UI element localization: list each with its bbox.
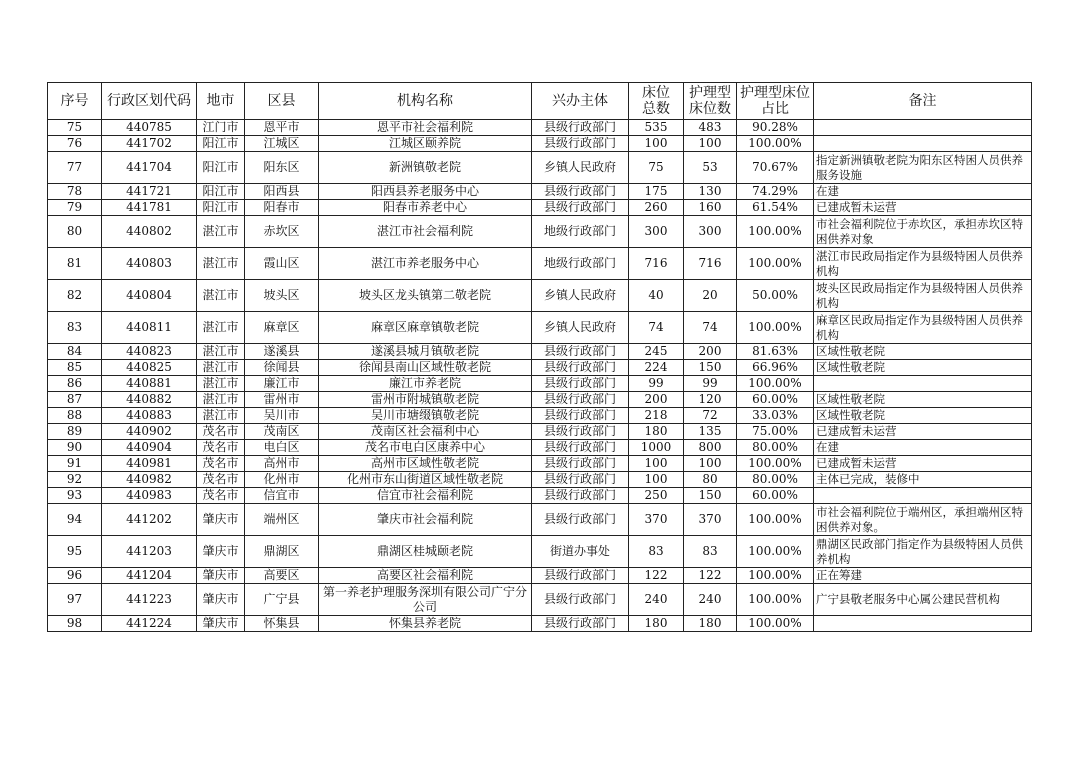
cell-note: 正在筹建 [814, 568, 1032, 584]
cell-district: 怀集县 [245, 616, 319, 632]
cell-seq: 75 [48, 120, 102, 136]
cell-org: 廉江市养老院 [319, 376, 532, 392]
cell-beds: 1000 [629, 440, 684, 456]
cell-ratio: 100.00% [737, 376, 814, 392]
cell-org: 吴川市塘缀镇敬老院 [319, 408, 532, 424]
cell-org: 鼎湖区桂城颐老院 [319, 536, 532, 568]
cell-city: 湛江市 [197, 312, 245, 344]
cell-beds: 370 [629, 504, 684, 536]
cell-org: 第一养老护理服务深圳有限公司广宁分公司 [319, 584, 532, 616]
table-row [48, 456, 1032, 472]
cell-note: 市社会福利院位于赤坎区，承担赤坎区特困供养对象 [814, 216, 1032, 248]
table-row [48, 376, 1032, 392]
table-row [48, 584, 1032, 616]
cell-ratio: 100.00% [737, 536, 814, 568]
table-body [48, 120, 1032, 632]
cell-ratio: 100.00% [737, 136, 814, 152]
header-sponsor: 兴办主体 [532, 83, 629, 120]
table-row [48, 312, 1032, 344]
cell-beds: 75 [629, 152, 684, 184]
cell-care-beds: 180 [684, 616, 737, 632]
cell-ratio: 60.00% [737, 392, 814, 408]
cell-district: 恩平市 [245, 120, 319, 136]
header-care-beds-line1: 护理型 [689, 85, 731, 101]
cell-beds: 74 [629, 312, 684, 344]
cell-care-beds: 370 [684, 504, 737, 536]
cell-code: 441721 [102, 184, 197, 200]
cell-note: 在建 [814, 184, 1032, 200]
cell-seq: 98 [48, 616, 102, 632]
cell-sponsor: 县级行政部门 [532, 584, 629, 616]
cell-note: 区域性敬老院 [814, 360, 1032, 376]
cell-ratio: 33.03% [737, 408, 814, 424]
cell-sponsor: 县级行政部门 [532, 408, 629, 424]
cell-ratio: 75.00% [737, 424, 814, 440]
cell-ratio: 60.00% [737, 488, 814, 504]
cell-org: 麻章区麻章镇敬老院 [319, 312, 532, 344]
cell-sponsor: 县级行政部门 [532, 424, 629, 440]
cell-org: 湛江市养老服务中心 [319, 248, 532, 280]
cell-care-beds: 99 [684, 376, 737, 392]
cell-sponsor: 县级行政部门 [532, 568, 629, 584]
cell-district: 徐闻县 [245, 360, 319, 376]
cell-district: 高州市 [245, 456, 319, 472]
cell-note: 在建 [814, 440, 1032, 456]
header-ratio [737, 83, 814, 120]
cell-sponsor: 县级行政部门 [532, 616, 629, 632]
cell-city: 茂名市 [197, 456, 245, 472]
cell-city: 肇庆市 [197, 568, 245, 584]
cell-code: 440881 [102, 376, 197, 392]
table-row [48, 216, 1032, 248]
cell-city: 阳江市 [197, 200, 245, 216]
cell-seq: 84 [48, 344, 102, 360]
cell-city: 茂名市 [197, 440, 245, 456]
document-page [47, 82, 1031, 632]
cell-code: 441203 [102, 536, 197, 568]
cell-district: 遂溪县 [245, 344, 319, 360]
cell-care-beds: 120 [684, 392, 737, 408]
cell-seq: 79 [48, 200, 102, 216]
cell-seq: 81 [48, 248, 102, 280]
cell-city: 茂名市 [197, 488, 245, 504]
cell-care-beds: 135 [684, 424, 737, 440]
cell-care-beds: 53 [684, 152, 737, 184]
cell-org: 高州市区域性敬老院 [319, 456, 532, 472]
cell-note [814, 616, 1032, 632]
cell-org: 高要区社会福利院 [319, 568, 532, 584]
cell-beds: 100 [629, 136, 684, 152]
cell-ratio: 81.63% [737, 344, 814, 360]
cell-care-beds: 72 [684, 408, 737, 424]
cell-city: 湛江市 [197, 376, 245, 392]
cell-district: 雷州市 [245, 392, 319, 408]
cell-ratio: 80.00% [737, 440, 814, 456]
cell-sponsor: 乡镇人民政府 [532, 280, 629, 312]
cell-beds: 100 [629, 472, 684, 488]
cell-city: 肇庆市 [197, 584, 245, 616]
cell-beds: 99 [629, 376, 684, 392]
cell-district: 茂南区 [245, 424, 319, 440]
cell-care-beds: 150 [684, 488, 737, 504]
table-row [48, 136, 1032, 152]
header-beds-line2: 总数 [642, 101, 670, 117]
cell-note: 指定新洲镇敬老院为阳东区特困人员供养服务设施 [814, 152, 1032, 184]
cell-code: 440804 [102, 280, 197, 312]
cell-care-beds: 20 [684, 280, 737, 312]
cell-ratio: 74.29% [737, 184, 814, 200]
table-row [48, 152, 1032, 184]
cell-org: 坡头区龙头镇第二敬老院 [319, 280, 532, 312]
cell-care-beds: 83 [684, 536, 737, 568]
cell-district: 坡头区 [245, 280, 319, 312]
cell-org: 新洲镇敬老院 [319, 152, 532, 184]
cell-org: 江城区颐养院 [319, 136, 532, 152]
table-row [48, 568, 1032, 584]
cell-code: 440981 [102, 456, 197, 472]
cell-ratio: 100.00% [737, 312, 814, 344]
cell-code: 440904 [102, 440, 197, 456]
cell-district: 阳春市 [245, 200, 319, 216]
table-row [48, 184, 1032, 200]
table-row [48, 424, 1032, 440]
cell-care-beds: 74 [684, 312, 737, 344]
cell-city: 阳江市 [197, 152, 245, 184]
cell-sponsor: 县级行政部门 [532, 488, 629, 504]
cell-care-beds: 200 [684, 344, 737, 360]
cell-beds: 245 [629, 344, 684, 360]
cell-note [814, 120, 1032, 136]
cell-sponsor: 县级行政部门 [532, 440, 629, 456]
header-org: 机构名称 [319, 83, 532, 120]
cell-city: 肇庆市 [197, 616, 245, 632]
cell-sponsor: 乡镇人民政府 [532, 312, 629, 344]
cell-org: 怀集县养老院 [319, 616, 532, 632]
cell-code: 441781 [102, 200, 197, 216]
cell-beds: 218 [629, 408, 684, 424]
table-row [48, 488, 1032, 504]
cell-org: 恩平市社会福利院 [319, 120, 532, 136]
cell-ratio: 100.00% [737, 456, 814, 472]
cell-code: 441702 [102, 136, 197, 152]
header-beds [629, 83, 684, 120]
cell-city: 肇庆市 [197, 504, 245, 536]
cell-seq: 80 [48, 216, 102, 248]
cell-org: 雷州市附城镇敬老院 [319, 392, 532, 408]
cell-seq: 97 [48, 584, 102, 616]
cell-code: 440882 [102, 392, 197, 408]
header-beds-line1: 床位 [642, 85, 670, 101]
cell-care-beds: 150 [684, 360, 737, 376]
cell-ratio: 80.00% [737, 472, 814, 488]
table-row [48, 360, 1032, 376]
cell-beds: 100 [629, 456, 684, 472]
cell-district: 赤坎区 [245, 216, 319, 248]
cell-city: 湛江市 [197, 216, 245, 248]
cell-note: 区域性敬老院 [814, 344, 1032, 360]
cell-seq: 78 [48, 184, 102, 200]
cell-sponsor: 乡镇人民政府 [532, 152, 629, 184]
cell-care-beds: 483 [684, 120, 737, 136]
cell-seq: 87 [48, 392, 102, 408]
cell-org: 徐闻县南山区域性敬老院 [319, 360, 532, 376]
cell-note: 已建成暂未运营 [814, 456, 1032, 472]
cell-note: 鼎湖区民政部门指定作为县级特困人员供养机构 [814, 536, 1032, 568]
cell-district: 吴川市 [245, 408, 319, 424]
header-code: 行政区划代码 [102, 83, 197, 120]
table-row [48, 440, 1032, 456]
cell-seq: 96 [48, 568, 102, 584]
cell-care-beds: 130 [684, 184, 737, 200]
cell-seq: 92 [48, 472, 102, 488]
cell-note: 主体已完成，装修中 [814, 472, 1032, 488]
table-row [48, 392, 1032, 408]
cell-sponsor: 县级行政部门 [532, 344, 629, 360]
cell-district: 阳西县 [245, 184, 319, 200]
cell-seq: 95 [48, 536, 102, 568]
nursing-institution-table [47, 82, 1032, 632]
cell-sponsor: 县级行政部门 [532, 200, 629, 216]
cell-seq: 90 [48, 440, 102, 456]
cell-care-beds: 240 [684, 584, 737, 616]
table-row [48, 504, 1032, 536]
table-row [48, 248, 1032, 280]
table-header-row [48, 83, 1032, 120]
cell-code: 441202 [102, 504, 197, 536]
cell-city: 湛江市 [197, 360, 245, 376]
table-row [48, 472, 1032, 488]
cell-seq: 93 [48, 488, 102, 504]
header-seq: 序号 [48, 83, 102, 120]
cell-sponsor: 县级行政部门 [532, 360, 629, 376]
header-care-beds-line2: 床位数 [689, 101, 731, 117]
cell-sponsor: 县级行政部门 [532, 136, 629, 152]
cell-sponsor: 地级行政部门 [532, 216, 629, 248]
cell-note: 广宁县敬老服务中心属公建民营机构 [814, 584, 1032, 616]
cell-district: 鼎湖区 [245, 536, 319, 568]
cell-note [814, 376, 1032, 392]
cell-ratio: 50.00% [737, 280, 814, 312]
cell-sponsor: 地级行政部门 [532, 248, 629, 280]
cell-org: 信宜市社会福利院 [319, 488, 532, 504]
cell-seq: 88 [48, 408, 102, 424]
cell-care-beds: 716 [684, 248, 737, 280]
cell-code: 440983 [102, 488, 197, 504]
cell-beds: 535 [629, 120, 684, 136]
cell-city: 茂名市 [197, 424, 245, 440]
cell-org: 遂溪县城月镇敬老院 [319, 344, 532, 360]
cell-code: 440802 [102, 216, 197, 248]
cell-beds: 260 [629, 200, 684, 216]
cell-note: 湛江市民政局指定作为县级特困人员供养机构 [814, 248, 1032, 280]
cell-note: 已建成暂未运营 [814, 200, 1032, 216]
cell-district: 电白区 [245, 440, 319, 456]
cell-beds: 224 [629, 360, 684, 376]
cell-city: 阳江市 [197, 136, 245, 152]
cell-code: 440883 [102, 408, 197, 424]
cell-code: 440982 [102, 472, 197, 488]
cell-ratio: 100.00% [737, 216, 814, 248]
cell-note: 麻章区民政局指定作为县级特困人员供养机构 [814, 312, 1032, 344]
cell-district: 霞山区 [245, 248, 319, 280]
cell-beds: 122 [629, 568, 684, 584]
cell-sponsor: 县级行政部门 [532, 184, 629, 200]
cell-code: 440902 [102, 424, 197, 440]
cell-org: 阳西县养老服务中心 [319, 184, 532, 200]
cell-beds: 200 [629, 392, 684, 408]
table-row [48, 280, 1032, 312]
cell-note [814, 136, 1032, 152]
cell-code: 440803 [102, 248, 197, 280]
cell-care-beds: 100 [684, 456, 737, 472]
table-row [48, 344, 1032, 360]
cell-city: 茂名市 [197, 472, 245, 488]
header-ratio-line2: 占比 [761, 101, 789, 117]
cell-code: 440811 [102, 312, 197, 344]
cell-district: 高要区 [245, 568, 319, 584]
cell-sponsor: 县级行政部门 [532, 456, 629, 472]
cell-org: 化州市东山街道区域性敬老院 [319, 472, 532, 488]
cell-sponsor: 县级行政部门 [532, 376, 629, 392]
cell-beds: 240 [629, 584, 684, 616]
cell-beds: 716 [629, 248, 684, 280]
cell-sponsor: 县级行政部门 [532, 504, 629, 536]
cell-ratio: 100.00% [737, 568, 814, 584]
cell-code: 441204 [102, 568, 197, 584]
table-row [48, 120, 1032, 136]
cell-district: 阳东区 [245, 152, 319, 184]
cell-sponsor: 县级行政部门 [532, 472, 629, 488]
cell-note: 区域性敬老院 [814, 392, 1032, 408]
cell-org: 肇庆市社会福利院 [319, 504, 532, 536]
cell-ratio: 90.28% [737, 120, 814, 136]
cell-ratio: 61.54% [737, 200, 814, 216]
cell-city: 湛江市 [197, 408, 245, 424]
header-city: 地市 [197, 83, 245, 120]
cell-beds: 250 [629, 488, 684, 504]
cell-sponsor: 街道办事处 [532, 536, 629, 568]
header-ratio-line1: 护理型床位 [740, 85, 810, 101]
cell-code: 440823 [102, 344, 197, 360]
cell-note: 市社会福利院位于端州区，承担端州区特困供养对象。 [814, 504, 1032, 536]
cell-city: 湛江市 [197, 392, 245, 408]
cell-beds: 180 [629, 424, 684, 440]
cell-district: 麻章区 [245, 312, 319, 344]
cell-note: 区域性敬老院 [814, 408, 1032, 424]
cell-city: 湛江市 [197, 280, 245, 312]
cell-care-beds: 300 [684, 216, 737, 248]
cell-care-beds: 160 [684, 200, 737, 216]
header-district: 区县 [245, 83, 319, 120]
cell-org: 茂南区社会福利中心 [319, 424, 532, 440]
cell-district: 化州市 [245, 472, 319, 488]
table-row [48, 408, 1032, 424]
cell-care-beds: 100 [684, 136, 737, 152]
cell-ratio: 100.00% [737, 616, 814, 632]
cell-city: 阳江市 [197, 184, 245, 200]
cell-beds: 175 [629, 184, 684, 200]
header-care-beds [684, 83, 737, 120]
cell-code: 440825 [102, 360, 197, 376]
cell-ratio: 100.00% [737, 248, 814, 280]
cell-care-beds: 80 [684, 472, 737, 488]
cell-beds: 40 [629, 280, 684, 312]
cell-beds: 180 [629, 616, 684, 632]
cell-beds: 83 [629, 536, 684, 568]
cell-district: 江城区 [245, 136, 319, 152]
cell-district: 端州区 [245, 504, 319, 536]
cell-seq: 94 [48, 504, 102, 536]
cell-seq: 86 [48, 376, 102, 392]
cell-city: 肇庆市 [197, 536, 245, 568]
cell-seq: 77 [48, 152, 102, 184]
cell-org: 湛江市社会福利院 [319, 216, 532, 248]
cell-code: 441223 [102, 584, 197, 616]
cell-care-beds: 122 [684, 568, 737, 584]
cell-seq: 83 [48, 312, 102, 344]
cell-sponsor: 县级行政部门 [532, 392, 629, 408]
cell-seq: 76 [48, 136, 102, 152]
cell-note: 已建成暂未运营 [814, 424, 1032, 440]
cell-org: 阳春市养老中心 [319, 200, 532, 216]
cell-code: 440785 [102, 120, 197, 136]
table-row [48, 200, 1032, 216]
cell-seq: 89 [48, 424, 102, 440]
cell-note: 坡头区民政局指定作为县级特困人员供养机构 [814, 280, 1032, 312]
cell-city: 江门市 [197, 120, 245, 136]
cell-care-beds: 800 [684, 440, 737, 456]
cell-ratio: 100.00% [737, 584, 814, 616]
cell-city: 湛江市 [197, 344, 245, 360]
cell-code: 441224 [102, 616, 197, 632]
table-row [48, 616, 1032, 632]
cell-ratio: 100.00% [737, 504, 814, 536]
cell-ratio: 70.67% [737, 152, 814, 184]
cell-seq: 85 [48, 360, 102, 376]
cell-beds: 300 [629, 216, 684, 248]
table-row [48, 536, 1032, 568]
cell-district: 廉江市 [245, 376, 319, 392]
header-note: 备注 [814, 83, 1032, 120]
cell-sponsor: 县级行政部门 [532, 120, 629, 136]
cell-district: 信宜市 [245, 488, 319, 504]
cell-seq: 91 [48, 456, 102, 472]
cell-code: 441704 [102, 152, 197, 184]
cell-ratio: 66.96% [737, 360, 814, 376]
cell-note [814, 488, 1032, 504]
cell-seq: 82 [48, 280, 102, 312]
cell-district: 广宁县 [245, 584, 319, 616]
cell-city: 湛江市 [197, 248, 245, 280]
cell-org: 茂名市电白区康养中心 [319, 440, 532, 456]
